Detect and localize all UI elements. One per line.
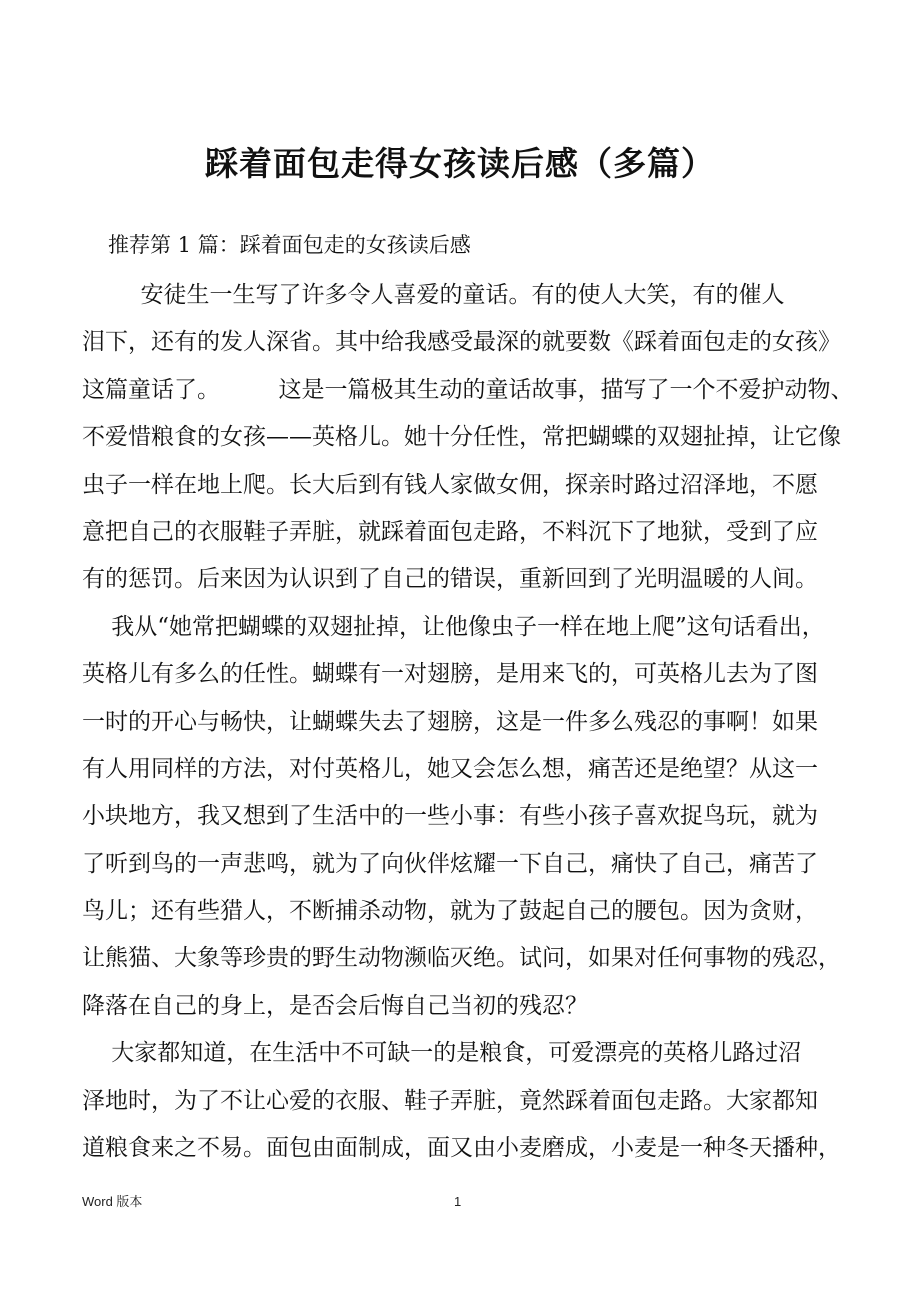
text-line-content: 不爱惜粮食的女孩——英格儿。她十分任性，常把蝴蝶的双翅扯掉，让它像 bbox=[82, 424, 841, 451]
text-line-content: 我从“她常把蝴蝶的双翅扯掉，让他像虫子一样在地上爬”这句话看出， bbox=[82, 613, 825, 640]
text-line-content: 鸟儿；还有些猎人，不断捕杀动物，就为了鼓起自己的腰包。因为贪财， bbox=[82, 898, 818, 925]
text-line bbox=[82, 1034, 842, 1081]
text-line-content: 这篇童话了。 这是一篇极其生动的童话故事，描写了一个不爱护动物、 bbox=[82, 376, 854, 403]
text-line bbox=[82, 655, 842, 702]
text-line-content: 了听到鸟的一声悲鸣，就为了向伙伴炫耀一下自己，痛快了自己，痛苦了 bbox=[82, 850, 818, 877]
text-line-content: 泽地时，为了不让心爱的衣服、鞋子弄脏，竟然踩着面包走路。大家都知 bbox=[82, 1087, 818, 1114]
text-line bbox=[82, 892, 842, 939]
text-line bbox=[82, 750, 842, 797]
page-title: 踩着面包走得女孩读后感（多篇） bbox=[205, 144, 715, 183]
text-line bbox=[82, 466, 842, 513]
footer-page-number: 1 bbox=[454, 1194, 462, 1209]
text-line bbox=[82, 845, 842, 892]
text-line-content: 英格儿有多么的任性。蝴蝶有一对翅膀，是用来飞的，可英格儿去为了图 bbox=[82, 661, 818, 688]
text-line bbox=[82, 1082, 842, 1129]
text-line-content: 降落在自己的身上，是否会后悔自己当初的残忍？ bbox=[82, 992, 588, 1019]
text-line bbox=[82, 608, 842, 655]
text-line bbox=[82, 371, 854, 418]
text-line-content: 小块地方，我又想到了生活中的一些小事：有些小孩子喜欢捉鸟玩，就为 bbox=[82, 803, 818, 830]
text-line bbox=[82, 323, 842, 370]
text-line-content: 大家都知道，在生活中不可缺一的是粮食，可爱漂亮的英格儿路过沼 bbox=[82, 1040, 802, 1067]
footer-version-label: Word 版本 bbox=[82, 1194, 143, 1209]
text-line-content: 道粮食来之不易。面包由面制成，面又由小麦磨成，小麦是一种冬天播种， bbox=[82, 1135, 841, 1162]
text-line-content: 让熊猫、大象等珍贵的野生动物濒临灭绝。试问，如果对任何事物的残忍， bbox=[82, 945, 841, 972]
text-line-content: 意把自己的衣服鞋子弄脏，就踩着面包走路，不料沉下了地狱，受到了应 bbox=[82, 518, 818, 545]
text-line bbox=[82, 987, 842, 1034]
text-line bbox=[82, 703, 842, 750]
text-line bbox=[82, 797, 842, 844]
text-line-content: 有人用同样的方法，对付英格儿，她又会怎么想，痛苦还是绝望？从这一 bbox=[82, 755, 818, 782]
article-body bbox=[82, 276, 854, 1176]
text-line bbox=[82, 560, 842, 607]
text-line-content: 有的惩罚。后来因为认识到了自己的错误，重新回到了光明温暖的人间。 bbox=[82, 566, 818, 593]
article-subtitle: 推荐第 1 篇：踩着面包走的女孩读后感 bbox=[108, 233, 471, 257]
text-line-content: 安徒生一生写了许多令人喜爱的童话。有的使人大笑，有的催人 bbox=[82, 282, 785, 308]
text-line-content: 一时的开心与畅快，让蝴蝶失去了翅膀，这是一件多么残忍的事啊！如果 bbox=[82, 708, 818, 735]
text-line bbox=[82, 939, 842, 986]
text-line-content: 泪下，还有的发人深省。其中给我感受最深的就要数《踩着面包走的女孩》 bbox=[82, 329, 841, 356]
text-line-content: 虫子一样在地上爬。长大后到有钱人家做女佣，探亲时路过沼泽地，不愿 bbox=[82, 471, 818, 498]
text-line bbox=[82, 513, 842, 560]
text-line bbox=[82, 276, 842, 323]
text-line bbox=[82, 1129, 842, 1176]
text-line bbox=[82, 418, 842, 465]
